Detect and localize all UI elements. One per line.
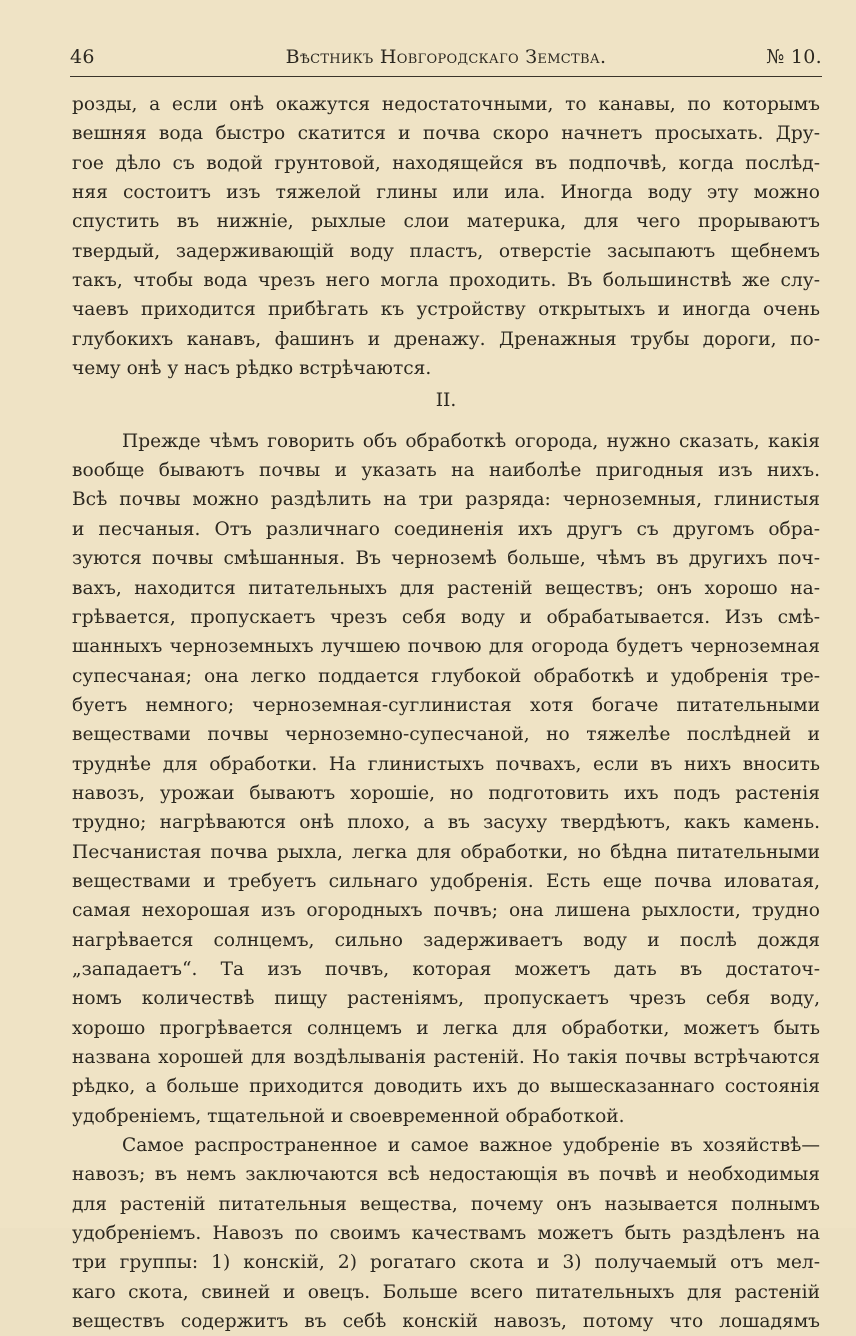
text-line: веществами почвы черноземно-супесчаной, но тяжелѣе послѣдней и [72, 724, 820, 746]
text-line: няя состоитъ изъ тяжелой глины или ила. Иногда воду эту можно [72, 182, 820, 204]
text-line: номъ количествѣ пищу растенiямъ, пропускаетъ чрезъ себя воду, [72, 988, 820, 1010]
text-line: труднѣе для обработки. На глинистыхъ почвахъ, если въ нихъ вносить [72, 753, 820, 775]
text-line: Всѣ почвы можно раздѣлить на три разряда: черноземныя, глинистыя [72, 489, 820, 511]
issue-number: № 10. [766, 46, 822, 68]
text-line: чему онѣ у насъ рѣдко встрѣчаются. [72, 358, 432, 380]
journal-title: Вѣстникъ Новгородскаго Земства. [285, 46, 607, 68]
text-line: чаевъ приходится прибѣгать къ устройству открытыхъ и иногда очень [72, 299, 820, 321]
running-header [70, 46, 822, 76]
text-line: твердый, задерживающiй воду пластъ, отверстiе засыпаютъ щебнемъ [72, 240, 820, 262]
text-line: удобренiемъ. Навозъ по своимъ качествамъ можетъ быть раздѣленъ на [72, 1223, 820, 1245]
text-line: вообще бываютъ почвы и указать на наиболѣе пригодныя изъ нихъ. [72, 460, 820, 482]
text-line: навозъ; въ немъ заключаются всѣ недостающiя въ почвѣ и необходимыя [72, 1164, 820, 1186]
text-line: такъ, чтобы вода чрезъ него могла проходить. Въ большинствѣ же слу- [72, 270, 820, 292]
text-line: самая нехорошая изъ огородныхъ почвъ; она лишена рыхлости, трудно [72, 900, 820, 922]
text-line: вешняя вода быстро скатится и почва скоро начнетъ просыхать. Дру- [72, 123, 820, 145]
text-line: рѣдко, а больше приходится доводить ихъ до вышесказаннаго состоянiя [72, 1076, 820, 1098]
text-line: веществъ содержитъ въ себѣ конскiй навозъ, потому что лошадямъ [72, 1311, 820, 1333]
text-line: и песчаныя. Отъ различнаго соединенiя ихъ другъ съ другомъ обра- [72, 518, 820, 540]
text-line: трудно; нагрѣваются онѣ плохо, а въ засуху твердѣютъ, какъ камень. [72, 812, 820, 834]
text-line: гое дѣло съ водой грунтовой, находящейся въ подпочвѣ, когда послѣд- [72, 152, 820, 174]
text-line: шанныхъ черноземныхъ лучшею почвою для огорода будетъ черноземная [72, 636, 820, 658]
text-line: веществами и требуетъ сильнаго удобренiя. Есть еще почва иловатая, [72, 870, 820, 892]
text-line: удобренiемъ, тщательной и своевременной обработкой. [72, 1105, 625, 1127]
text-line: навозъ, урожаи бываютъ хорошiе, но подготовить ихъ подъ растенiя [72, 782, 820, 804]
text-line: Прежде чѣмъ говорить объ обработкѣ огорода, нужно сказать, какiя [122, 430, 820, 452]
text-line: каго скота, свиней и овецъ. Больше всего питательныхъ для растенiй [72, 1281, 820, 1303]
paragraph-3 [72, 1131, 820, 1336]
text-line: супесчаная; она легко поддается глубокой обработкѣ и удобренiя тре- [72, 665, 820, 687]
text-line: грѣвается, пропускаетъ чрезъ себя воду и обрабатывается. Изъ смѣ- [72, 606, 820, 628]
text-line: розды, а если онѣ окажутся недостаточными, то канавы, по которымъ [72, 94, 820, 115]
text-line: нагрѣвается солнцемъ, сильно задерживаетъ воду и послѣ дождя [72, 929, 820, 951]
text-line: названа хорошей для воздѣлыванiя растенiй. Но такiя почвы встрѣчаются [72, 1047, 820, 1068]
text-line: спустить въ нижнiе, рыхлые слои матерuка, для чего прорываютъ [72, 211, 820, 233]
paragraph-1 [72, 90, 820, 383]
text-line: Песчанистая почва рыхла, легка для обработки, но бѣдна питательными [72, 841, 820, 863]
page-number: 46 [70, 46, 95, 68]
text-line: зуются почвы смѣшанныя. Въ черноземѣ больше, чѣмъ въ другихъ поч- [72, 548, 820, 570]
paragraph-2 [72, 427, 820, 1131]
text-line: буетъ немного; черноземная-суглинистая хотя богаче питательными [72, 694, 820, 716]
text-line: „западаетъ“. Та изъ почвъ, которая можетъ дать въ достаточ- [72, 958, 820, 980]
text-line: три группы: 1) конскiй, 2) рогатаго скота и 3) получаемый отъ мел- [72, 1252, 820, 1274]
text-line: для растенiй питательныя вещества, почему онъ называется полнымъ [72, 1193, 820, 1215]
header-rule [70, 76, 822, 77]
text-line: глубокихъ канавъ, фашинъ и дренажу. Дренажныя трубы дороги, по- [72, 328, 820, 350]
section-heading: II. [435, 390, 457, 412]
text-line: хорошо прогрѣвается солнцемъ и легка для обработки, можетъ быть [72, 1017, 820, 1039]
text-line: Самое распространенное и самое важное удобренiе въ хозяйствѣ— [122, 1135, 820, 1157]
text-line: вахъ, находится питательныхъ для растенiй веществъ; онъ хорошо на- [72, 577, 820, 599]
page-body [72, 90, 820, 1336]
